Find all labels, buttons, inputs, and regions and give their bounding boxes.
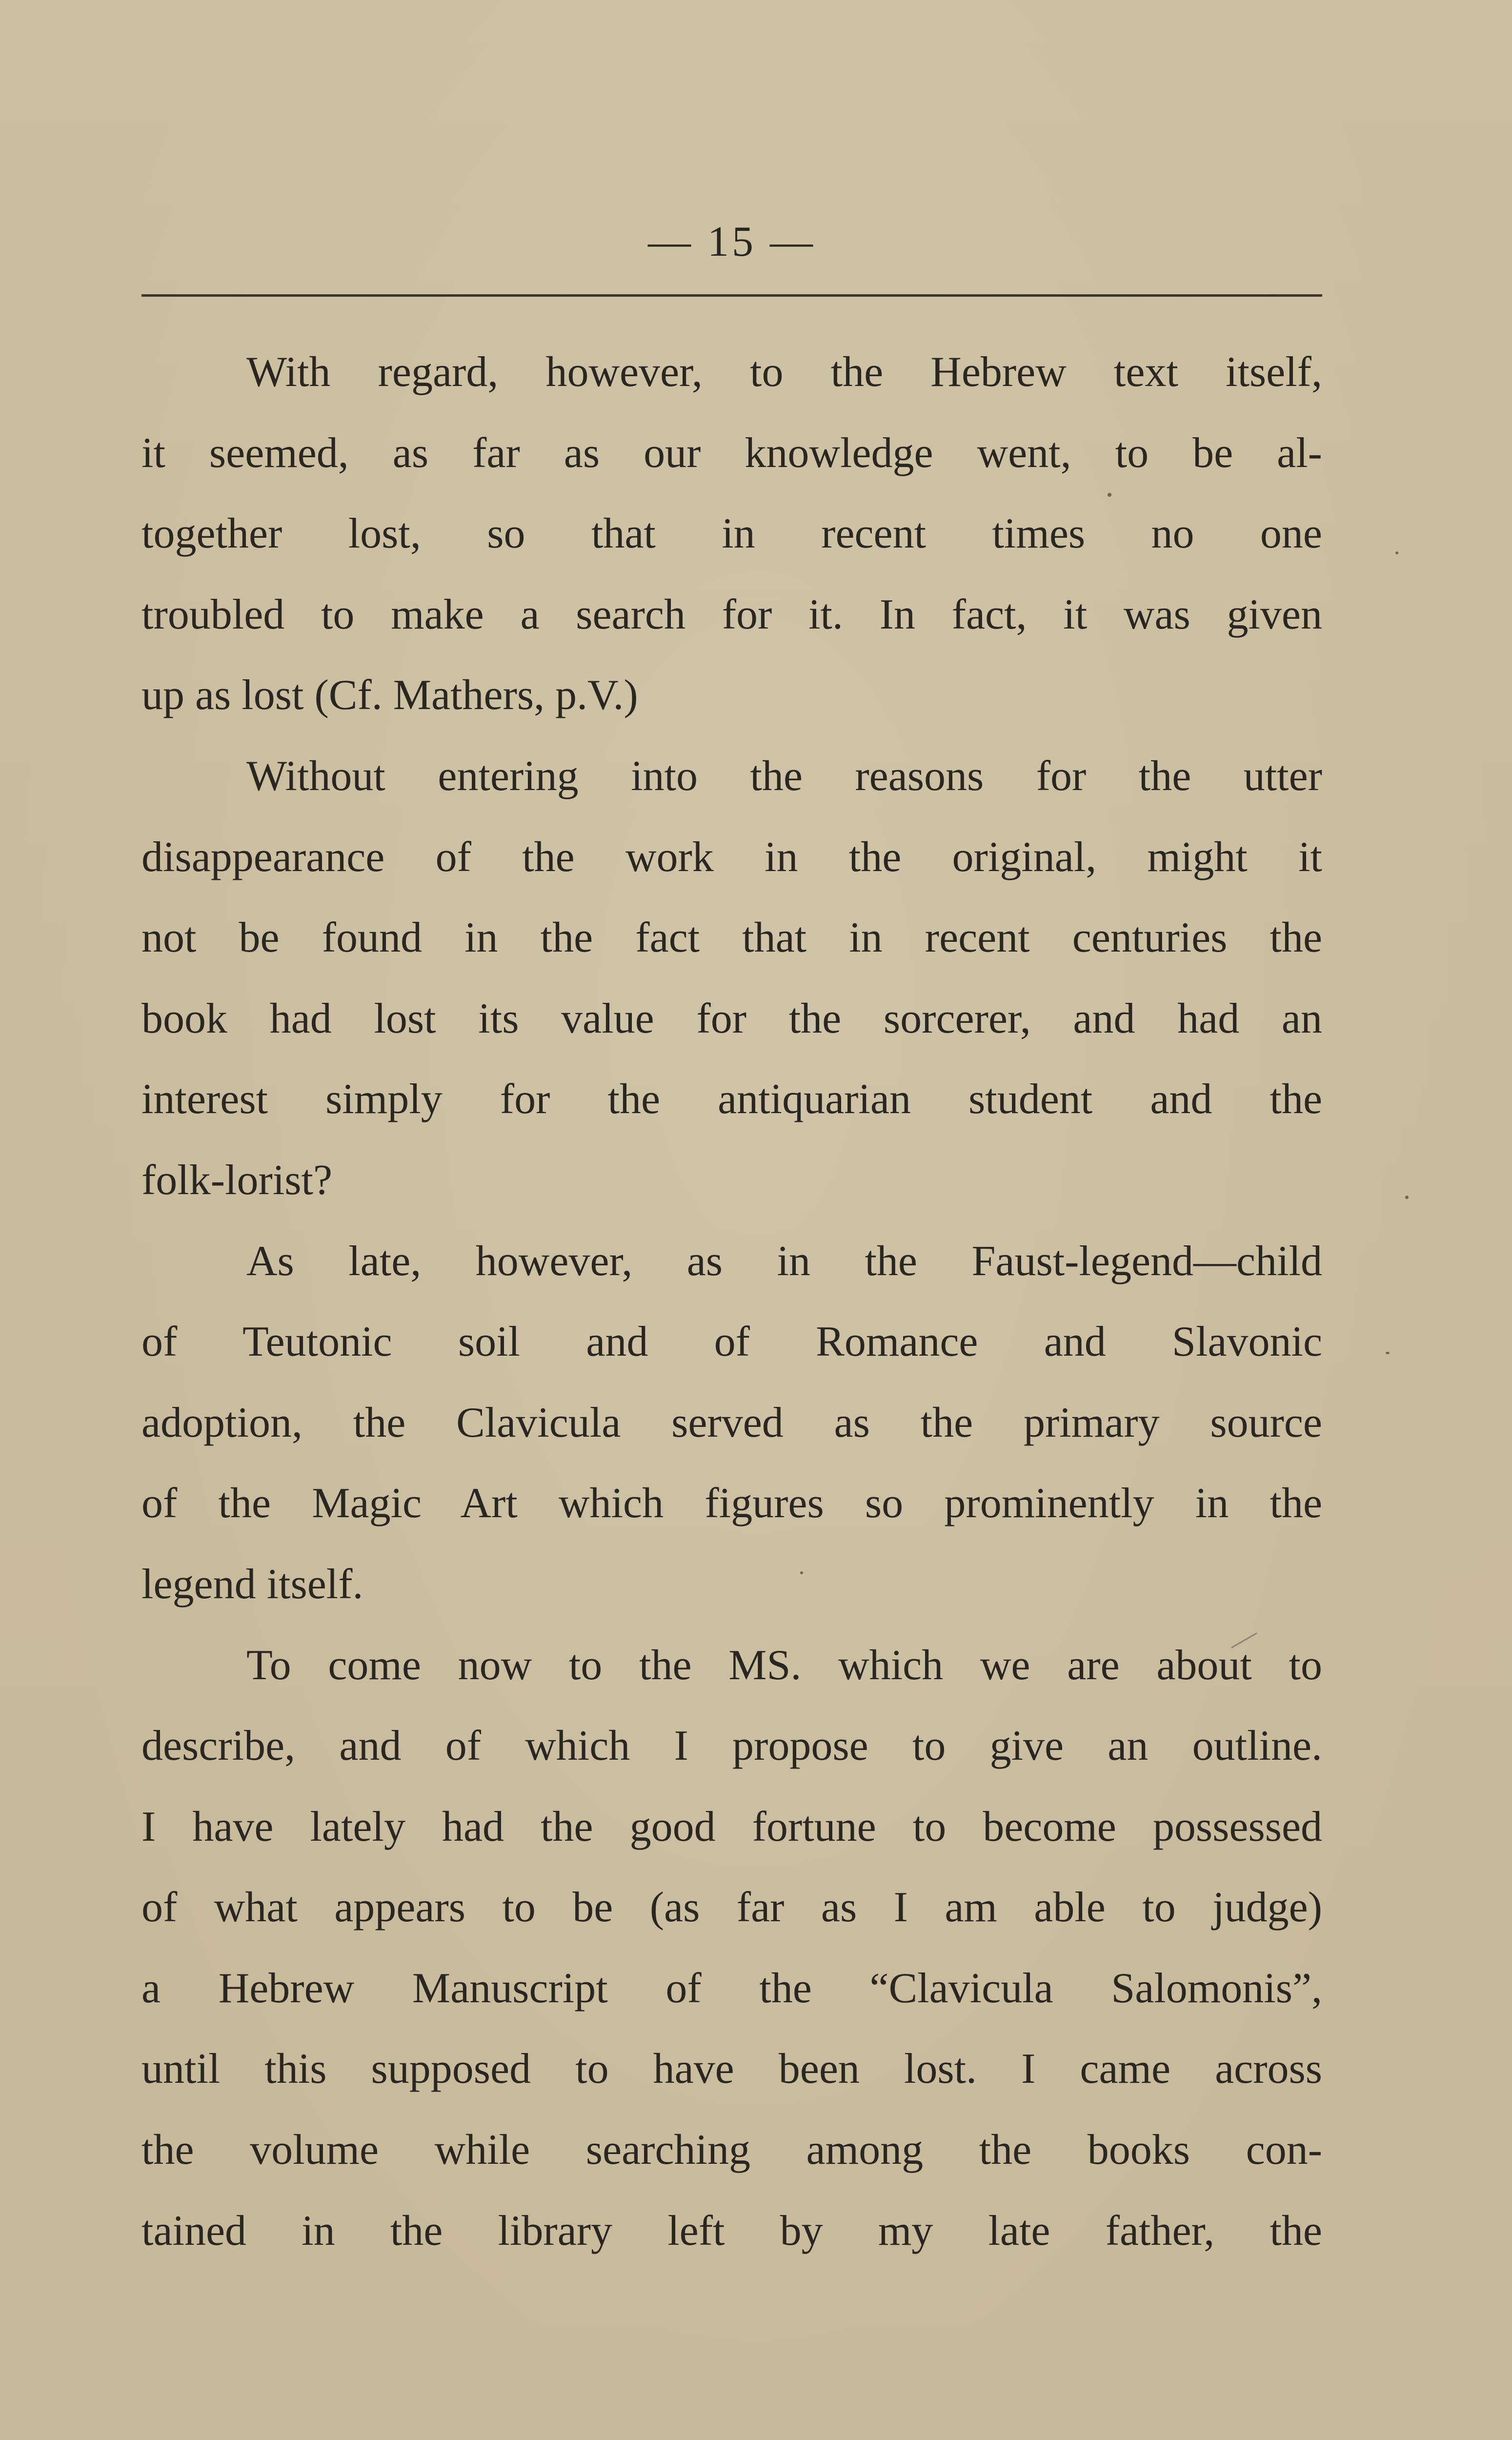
text-line: up as lost (Cf. Mathers, p.V.) xyxy=(141,671,638,719)
text-line: legend itself. xyxy=(141,1560,363,1608)
text-line: the volume while searching among the books con- xyxy=(141,2126,1322,2174)
text-line: of what appears to be (as far as I am able to judge) xyxy=(141,1884,1322,1932)
text-line: With regard, however, to the Hebrew text itself, xyxy=(246,348,1322,396)
text-line: together lost, so that in recent times no one xyxy=(141,510,1322,558)
text-line: of the Magic Art which figures so prominently in the xyxy=(141,1480,1322,1527)
text-line: folk-lorist? xyxy=(141,1156,333,1204)
text-line: Without entering into the reasons for the utter xyxy=(246,752,1322,800)
text-line: describe, and of which I propose to give an outline. xyxy=(141,1722,1322,1770)
text-line: interest simply for the antiquarian student and the xyxy=(141,1076,1322,1123)
text-line: As late, however, as in the Faust-legend—child xyxy=(246,1237,1322,1285)
text-line: disappearance of the work in the original, might it xyxy=(141,833,1322,881)
paper-speck xyxy=(800,1571,803,1574)
paper-speck xyxy=(1108,493,1111,497)
text-line: book had lost its value for the sorcerer, and had an xyxy=(141,995,1322,1042)
header-rule xyxy=(141,294,1322,297)
paper-speck xyxy=(1405,1196,1409,1199)
text-line: I have lately had the good fortune to become possessed xyxy=(141,1803,1322,1850)
paper-speck xyxy=(1386,1352,1390,1354)
text-line: it seemed, as far as our knowledge went, to be al- xyxy=(141,429,1322,477)
text-line: tained in the library left by my late father, the xyxy=(141,2207,1322,2255)
text-line: adoption, the Clavicula served as the primary source xyxy=(141,1399,1322,1446)
text-line: To come now to the MS. which we are about to xyxy=(246,1641,1322,1689)
text-line: until this supposed to have been lost. I came across xyxy=(141,2045,1322,2093)
text-line: not be found in the fact that in recent centuries the xyxy=(141,914,1322,962)
text-line: troubled to make a search for it. In fact, it was given xyxy=(141,590,1322,638)
body-text xyxy=(141,332,1322,2271)
paper-speck xyxy=(1395,551,1398,554)
page-number: — 15 — xyxy=(648,218,816,265)
text-line: a Hebrew Manuscript of the “Clavicula Salomonis”, xyxy=(141,1964,1322,2012)
text-line: of Teutonic soil and of Romance and Slavonic xyxy=(141,1318,1322,1366)
